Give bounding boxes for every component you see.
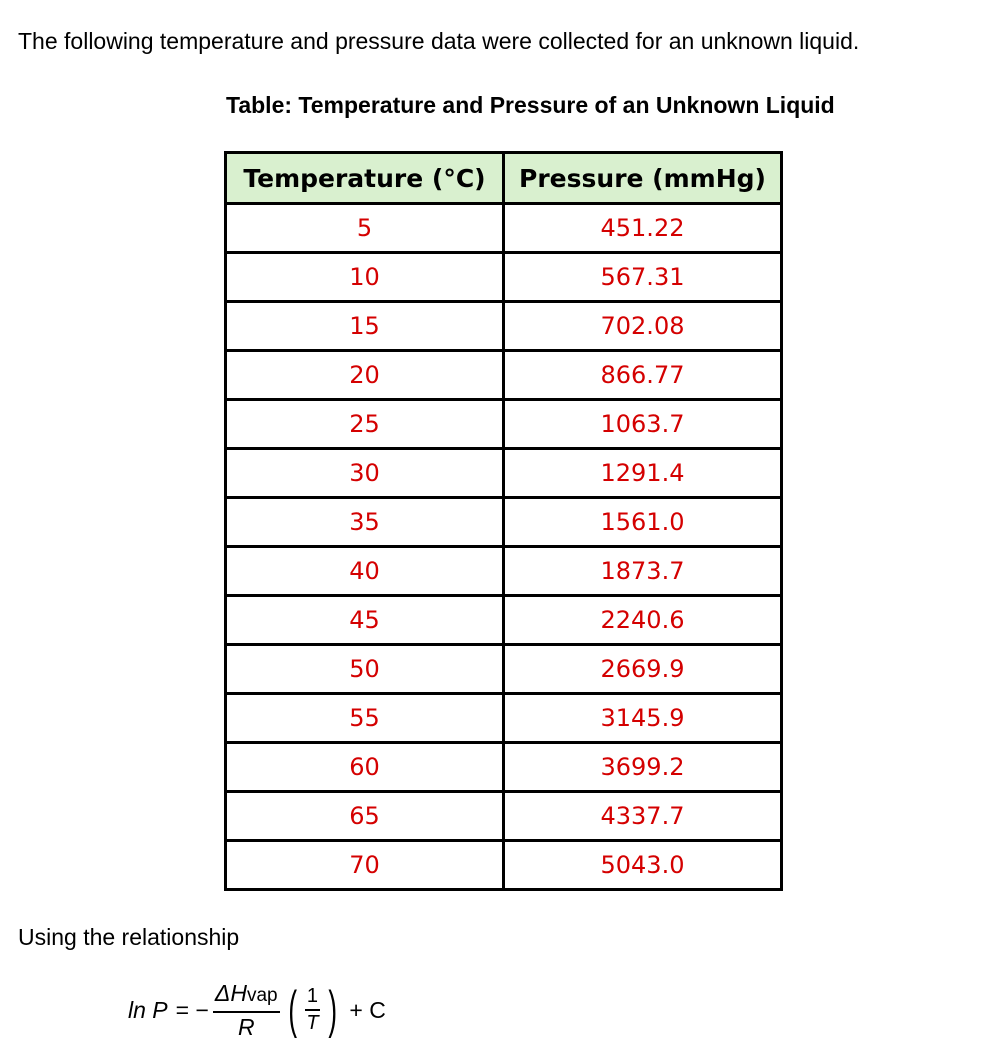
equation-lhs: ln P: [128, 996, 168, 1023]
temperature-cell: 40: [226, 547, 504, 596]
pressure-cell: 1873.7: [504, 547, 782, 596]
temperature-cell: 10: [226, 253, 504, 302]
column-header-temperature: Temperature (°C): [226, 153, 504, 204]
pressure-cell: 2240.6: [504, 596, 782, 645]
pressure-cell: 2669.9: [504, 645, 782, 694]
table-row: [226, 498, 782, 547]
table-row: [226, 792, 782, 841]
table-row: [226, 449, 782, 498]
temperature-cell: 60: [226, 743, 504, 792]
temperature-cell: 5: [226, 204, 504, 253]
reciprocal-numerator: 1: [305, 985, 320, 1011]
table-title: Table: Temperature and Pressure of an Unknown Liquid: [226, 92, 835, 118]
reciprocal-temperature-fraction: [305, 985, 320, 1035]
pressure-cell: 5043.0: [504, 841, 782, 890]
column-header-pressure: Pressure (mmHg): [504, 153, 782, 204]
pressure-cell: 451.22: [504, 204, 782, 253]
intro-text: The following temperature and pressure data were collected for an unknown liquid.: [18, 28, 860, 54]
using-text: Using the relationship: [18, 924, 240, 950]
pressure-cell: 3699.2: [504, 743, 782, 792]
temperature-cell: 50: [226, 645, 504, 694]
pressure-cell: 4337.7: [504, 792, 782, 841]
data-table: [224, 151, 783, 891]
temperature-cell: 70: [226, 841, 504, 890]
pressure-cell: 567.31: [504, 253, 782, 302]
table-row: [226, 400, 782, 449]
pressure-cell: 3145.9: [504, 694, 782, 743]
gas-constant-denominator: R: [237, 1013, 255, 1040]
table-row: [226, 253, 782, 302]
table-row: [226, 596, 782, 645]
pressure-cell: 866.77: [504, 351, 782, 400]
equation-equals: = −: [175, 996, 209, 1023]
temperature-denominator: T: [306, 1012, 319, 1034]
pressure-cell: 702.08: [504, 302, 782, 351]
close-paren: ): [328, 981, 338, 1039]
pressure-cell: 1291.4: [504, 449, 782, 498]
table-row: [226, 302, 782, 351]
temperature-cell: 35: [226, 498, 504, 547]
temperature-cell: 45: [226, 596, 504, 645]
table-row: [226, 694, 782, 743]
enthalpy-numerator: ΔHvap: [213, 980, 280, 1013]
temperature-cell: 65: [226, 792, 504, 841]
table-row: [226, 547, 782, 596]
equation-constant: + C: [349, 996, 386, 1023]
temperature-cell: 55: [226, 694, 504, 743]
enthalpy-fraction: [213, 980, 280, 1041]
table-row: [226, 645, 782, 694]
table-row: [226, 204, 782, 253]
pressure-cell: 1561.0: [504, 498, 782, 547]
temperature-cell: 15: [226, 302, 504, 351]
clausius-clapeyron-equation: [128, 975, 386, 1045]
table-row: [226, 841, 782, 890]
temperature-cell: 20: [226, 351, 504, 400]
table-body: [226, 204, 782, 890]
open-paren: (: [287, 981, 297, 1039]
table-row: [226, 743, 782, 792]
table-row: [226, 351, 782, 400]
pressure-cell: 1063.7: [504, 400, 782, 449]
temperature-cell: 25: [226, 400, 504, 449]
table-header-row: [226, 153, 782, 204]
temperature-cell: 30: [226, 449, 504, 498]
